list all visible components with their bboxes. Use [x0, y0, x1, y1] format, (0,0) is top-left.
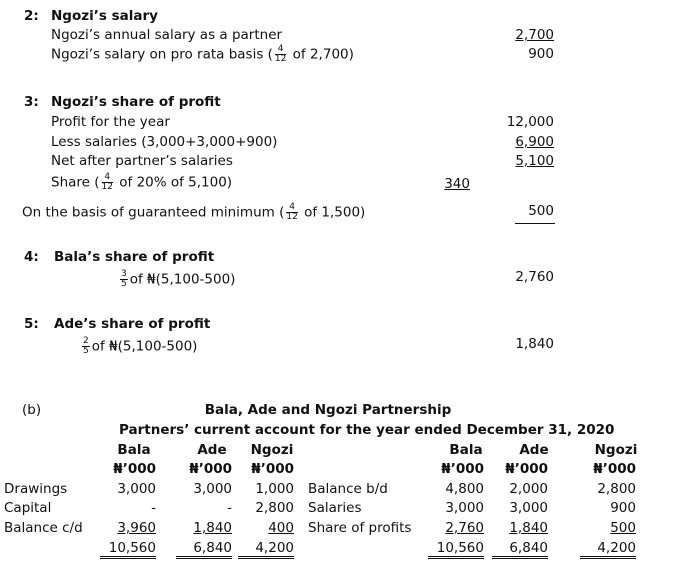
unit-ade-left: ₦’000: [189, 461, 232, 477]
header-ngozi-left: Ngozi: [250, 442, 294, 458]
cell: 2,000: [509, 481, 548, 497]
section-2-value-1: 2,700: [515, 27, 554, 43]
section-4-number: 4:: [24, 249, 39, 265]
net-after-salaries-value: 5,100: [515, 153, 554, 169]
section-2-title: Ngozi’s salary: [51, 8, 158, 24]
total-ade-left: 6,840: [176, 540, 232, 559]
row-label: Salaries: [308, 500, 362, 516]
guaranteed-minimum-label: [22, 203, 365, 222]
cell: 3,000: [509, 500, 548, 516]
cell: 400: [268, 520, 294, 536]
fraction: [286, 203, 297, 222]
text: of 1,500): [299, 204, 366, 221]
ade-share-line: [80, 337, 197, 356]
bala-share-value: 2,760: [515, 269, 554, 285]
unit-ngozi-left: ₦’000: [251, 461, 294, 477]
cell: 2,760: [445, 520, 484, 536]
underline-rule: [515, 223, 555, 224]
text: of ₦(5,100-500): [129, 271, 236, 288]
cell: 3,960: [117, 520, 156, 536]
row-label: Capital: [4, 500, 52, 516]
text: of 2,700): [288, 46, 354, 63]
header-bala-left: Bala: [117, 442, 151, 458]
text: On the basis of guaranteed minimum (: [22, 204, 285, 221]
numerator: 4: [102, 173, 113, 183]
net-after-salaries-label: Net after partner’s salaries: [51, 153, 233, 169]
less-salaries-value: 6,900: [515, 134, 554, 150]
section-2-line-1: Ngozi’s annual salary as a partner: [51, 27, 283, 43]
numerator: 2: [83, 336, 89, 346]
denominator: 12: [286, 212, 298, 222]
denominator: 5: [83, 346, 89, 356]
total-bala-left: 10,560: [100, 540, 156, 559]
unit-bala-left: ₦’000: [113, 461, 156, 477]
text: of ₦(5,100-500): [91, 338, 198, 355]
text: Share (: [51, 174, 100, 191]
section-5-number: 5:: [24, 316, 39, 332]
fraction: [82, 337, 90, 356]
cell: 3,000: [117, 481, 156, 497]
unit-bala-right: ₦’000: [441, 461, 484, 477]
header-bala-right: Bala: [449, 442, 483, 458]
total-ngozi-left: 4,200: [238, 540, 294, 559]
bala-share-line: [118, 270, 235, 289]
less-salaries-label: Less salaries (3,000+3,000+900): [51, 134, 278, 150]
profit-for-year-value: 12,000: [506, 114, 554, 130]
row-label: Balance b/d: [308, 481, 388, 497]
cell: 1,840: [193, 520, 232, 536]
fraction: [120, 270, 128, 289]
cell: 3,000: [193, 481, 232, 497]
cell: 2,800: [255, 500, 294, 516]
total-ngozi-right: 4,200: [580, 540, 636, 559]
text: Ngozi’s salary on pro rata basis (: [51, 46, 273, 63]
cell: 3,000: [445, 500, 484, 516]
unit-ade-right: ₦’000: [505, 461, 548, 477]
denominator: 5: [121, 279, 127, 289]
cell: 500: [610, 520, 636, 536]
share-label: [51, 173, 232, 192]
profit-for-year-label: Profit for the year: [51, 114, 170, 130]
header-ngozi-right: Ngozi: [594, 442, 638, 458]
total-bala-right: 10,560: [428, 540, 484, 559]
section-4-title: Bala’s share of profit: [54, 249, 215, 265]
section-2-line-2: [51, 45, 354, 64]
numerator: 4: [275, 45, 286, 55]
section-5-title: Ade’s share of profit: [54, 316, 211, 332]
fraction: [102, 173, 113, 192]
cell: 900: [610, 500, 636, 516]
denominator: 12: [101, 182, 113, 192]
fraction: [275, 45, 286, 64]
total-ade-right: 6,840: [492, 540, 548, 559]
unit-ngozi-right: ₦’000: [593, 461, 636, 477]
cell: -: [151, 500, 156, 516]
section-3-number: 3:: [24, 94, 39, 110]
cell: 1,000: [255, 481, 294, 497]
denominator: 12: [274, 54, 287, 64]
section-2-value-2: 900: [528, 46, 554, 62]
text: of 20% of 5,100): [114, 174, 233, 191]
cell: 1,840: [509, 520, 548, 536]
account-subtitle: Partners’ current account for the year ended December 31, 2020: [119, 422, 615, 438]
share-value: 340: [444, 176, 470, 192]
header-ade-left: Ade: [197, 442, 227, 458]
ade-share-value: 1,840: [515, 336, 554, 352]
numerator: 3: [121, 269, 127, 279]
cell: -: [227, 500, 232, 516]
numerator: 4: [286, 203, 297, 213]
part-b-label: (b): [22, 402, 42, 418]
account-title: Bala, Ade and Ngozi Partnership: [204, 402, 452, 418]
row-label: Share of profits: [308, 520, 412, 536]
header-ade-right: Ade: [519, 442, 549, 458]
cell: 2,800: [597, 481, 636, 497]
section-2-number: 2:: [24, 8, 39, 24]
cell: 4,800: [445, 481, 484, 497]
row-label: Drawings: [4, 481, 68, 497]
guaranteed-minimum-value: 500: [528, 203, 554, 219]
row-label: Balance c/d: [4, 520, 83, 536]
section-3-title: Ngozi’s share of profit: [51, 94, 221, 110]
